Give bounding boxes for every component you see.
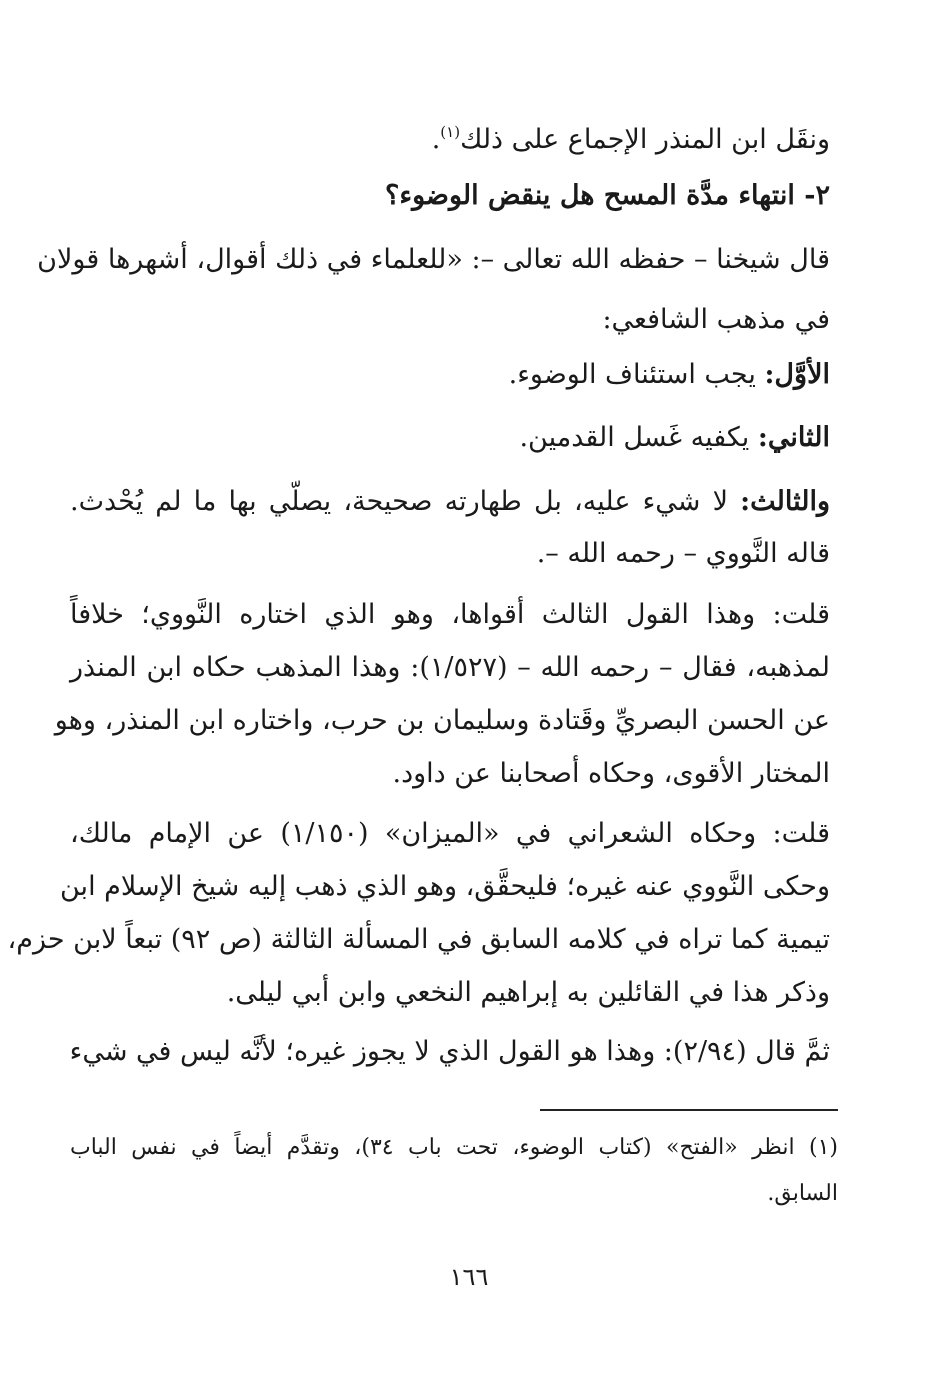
text-line: ثمَّ قال (٢/٩٤): وهذا هو القول الذي لا يجوز غيره؛ لأنَّه ليس في شيء (69, 1036, 830, 1067)
footnote-separator (540, 1109, 838, 1111)
text-line: عن الحسن البصريِّ وقَتادة وسليمان بن حرب، واختاره ابن المنذر، وهو (54, 705, 830, 736)
text-line: وحكى النَّووي عنه غيره؛ فليحقَّق، وهو الذي ذهب إليه شيخ الإسلام ابن (60, 871, 830, 902)
opinion-third: والثالث: لا شيء عليه، بل طهارته صحيحة، يصلّي بها ما لم يُحْدث. (70, 486, 830, 517)
text-line: قلت: وهذا القول الثالث أقواها، وهو الذي اختاره النَّووي؛ خلافاً (70, 599, 830, 630)
text-line-ibn-mundhir: ونقَل ابن المنذر الإجماع على ذلك$^{(١)}$. (431, 123, 830, 155)
text-line: لمذهبه، فقال – رحمه الله – (١/٥٢٧): وهذا المذهب حكاه ابن المنذر (70, 652, 830, 683)
opinion-label: الأوَّل: (764, 359, 830, 390)
footnote-text: (١) انظر «الفتح» (كتاب الوضوء، تحت باب ٣٤)، وتقدَّم أيضاً في نفس الباب (70, 1135, 839, 1160)
text-line: قال شيخنا – حفظه الله تعالى –: «للعلماء في ذلك أقوال، أشهرها قولان (37, 244, 830, 275)
footnote-reference[interactable]: (١) (440, 123, 461, 141)
text-line: وذكر هذا في القائلين به إبراهيم النخعي وابن أبي ليلى. (226, 977, 830, 1008)
footnote-text: السابق. (767, 1181, 838, 1206)
text-line: المختار الأقوى، وحكاه أصحابنا عن داود. (392, 758, 830, 789)
page-number: ١٦٦ (449, 1263, 489, 1291)
text-line: في مذهب الشافعي: (602, 304, 830, 335)
text-line: قلت: وحكاه الشعراني في «الميزان» (١/١٥٠) عن الإمام مالك، (70, 818, 830, 849)
section-heading: ٢- انتهاء مدَّة المسح هل ينقض الوضوء؟ (385, 180, 830, 211)
opinion-first: الأوَّل: يجب استئناف الوضوء. (508, 359, 830, 390)
opinion-label: الثاني: (757, 422, 830, 453)
opinion-label: والثالث: (740, 486, 830, 517)
text-line: قاله النَّووي – رحمه الله –. (536, 538, 830, 569)
text-line: تيمية كما تراه في كلامه السابق في المسألة الثالثة (ص ٩٢) تبعاً لابن حزم، (7, 924, 830, 955)
opinion-second: الثاني: يكفيه غَسل القدمين. (519, 422, 830, 453)
